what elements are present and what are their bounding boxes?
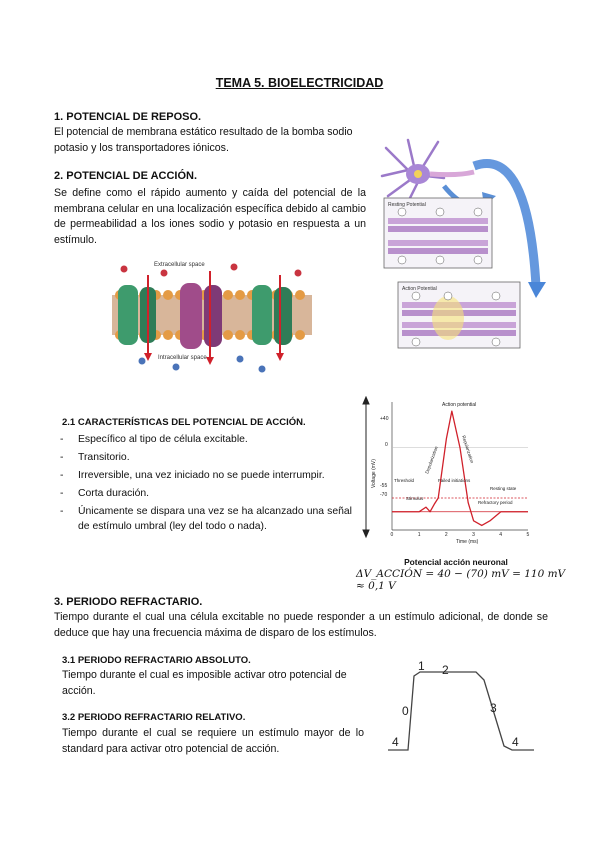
xtick-label: 5 xyxy=(526,532,530,538)
label-refractory: Refractory period xyxy=(478,500,513,505)
phase-0-label: 0 xyxy=(402,704,409,718)
delta-v-formula: ΔV_ACCIÓN = 40 − (70) mV = 110 mV ≈ 0,1 V xyxy=(356,568,566,592)
section-2-text: Se define como el rápido aumento y caída del potencial de la membrana celular en una localización específica debido al cambio de permeabilidad a los iones sodio y potasio en respuesta a un estímulo. xyxy=(54,187,366,246)
phase-diagram xyxy=(380,652,538,760)
label-depolarization: Depolarization xyxy=(424,445,439,475)
phase-1-label: 1 xyxy=(418,659,425,673)
phase-4-label: 4 xyxy=(512,735,519,749)
section-3-1-text: Tiempo durante el cual es imposible activar otro potencial de acción. xyxy=(62,669,347,697)
section-1-heading: 1. POTENCIAL DE REPOSO. xyxy=(54,111,202,123)
xtick-label: 1 xyxy=(417,532,421,538)
section-2-1-heading: 2.1 CARACTERÍSTICAS DEL POTENCIAL DE ACCIÓN. xyxy=(62,417,306,428)
list-item: - Específico al tipo de célula excitable. xyxy=(56,432,352,447)
page-title: TEMA 5. BIOELECTRICIDAD xyxy=(215,76,384,90)
phase-4-label: 4 xyxy=(392,735,399,749)
resting-panel-label: Resting Potential xyxy=(388,202,426,208)
characteristics-list xyxy=(56,432,352,537)
phase-2-label: 2 xyxy=(442,663,449,677)
ytick-label: -55 xyxy=(380,483,388,489)
list-item: - Irreversible, una vez iniciado no se puede interrumpir. xyxy=(56,468,352,483)
label-stimulus: Stimulus xyxy=(406,496,424,501)
list-item: - Transitorio. xyxy=(56,450,352,465)
ytick-label: -70 xyxy=(380,492,388,498)
ap-ylabel: Voltage (mV) xyxy=(371,459,377,488)
label-repolarization: Repolarization xyxy=(461,434,475,464)
extracellular-label: Extracellular space xyxy=(154,262,205,268)
membrane-channel-illustration xyxy=(112,255,312,377)
list-item: - Corta duración. xyxy=(56,486,352,501)
series-line xyxy=(392,411,528,525)
list-item: - Únicamente se dispara una vez se ha alcanzado una señal de estímulo umbral (ley del todo o nada). xyxy=(56,504,352,534)
action-panel-label: Action Potential xyxy=(402,286,437,292)
section-3-text: Tiempo durante el cual una célula excitable no puede responder a un estímulo adicional, de donde se deduce que hay una frecuencia máxima de disparo de los estímulos. xyxy=(54,611,548,639)
section-3-2-text: Tiempo durante el cual se requiere un estímulo mayor de lo standard para activar otro potencial de acción. xyxy=(62,727,364,755)
xtick-label: 3 xyxy=(472,532,475,538)
label-threshold: Threshold xyxy=(394,478,415,483)
intracellular-label: Intracellular space xyxy=(158,355,207,361)
section-3-heading: 3. PERIODO REFRACTARIO. xyxy=(54,596,203,608)
ytick-label: 0 xyxy=(385,442,388,448)
chart-caption: Potencial acción neuronal xyxy=(404,557,508,567)
ap-plot-area xyxy=(391,402,530,538)
label-resting: Resting state xyxy=(490,486,517,491)
section-3-2-heading: 3.2 PERIODO REFRACTARIO RELATIVO. xyxy=(62,712,246,723)
ytick-label: +40 xyxy=(380,416,389,422)
label-failed: Failed initiations xyxy=(438,478,471,483)
xtick-label: 2 xyxy=(444,532,448,538)
section-2-heading: 2. POTENCIAL DE ACCIÓN. xyxy=(54,170,198,182)
neuron-propagation-illustration xyxy=(378,136,546,352)
action-potential-chart xyxy=(356,396,536,544)
xtick-label: 0 xyxy=(390,532,394,538)
ap-xlabel: Time (ms) xyxy=(456,539,479,544)
xtick-label: 4 xyxy=(499,532,503,538)
phase-3-label: 3 xyxy=(490,701,497,715)
label-action: Action potential xyxy=(442,402,477,408)
section-1-text: El potencial de membrana estático resultado de la bomba sodio potasio y los transportadores iónicos. xyxy=(54,126,353,154)
section-3-1-heading: 3.1 PERIODO REFRACTARIO ABSOLUTO. xyxy=(62,655,251,666)
